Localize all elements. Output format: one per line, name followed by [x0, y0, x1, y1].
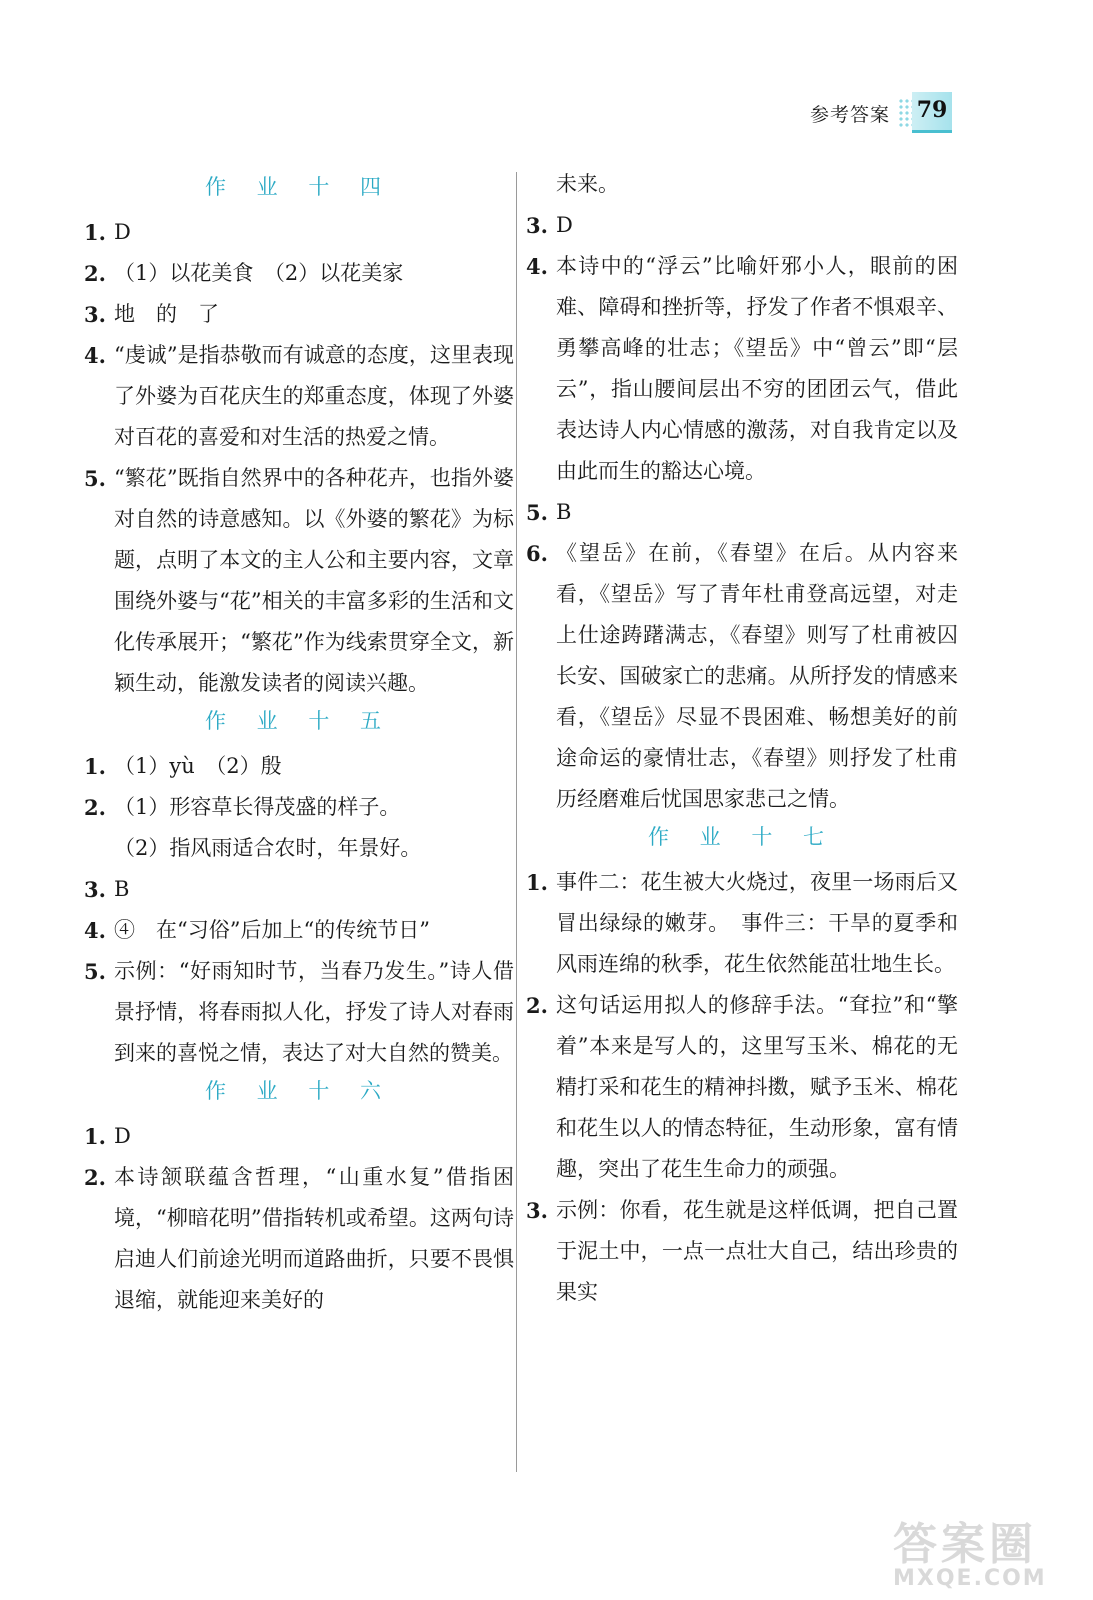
answer-item [526, 246, 958, 492]
item-text: （1）以花美食 （2）以花美家 [114, 261, 404, 285]
section-title-15: 作 业 十 五 [204, 709, 394, 733]
item-text: （1）yù （2）殷 [114, 754, 282, 778]
item-text: 《望岳》在前，《春望》在后。从内容来看，《望岳》写了青年杜甫登高远望，对走上仕途踌躇满志，《春望》则写了杜甫被囚长安、国破家亡的悲痛。从所抒发的情感来看，《望岳》尽显不畏困难、畅想美好的前途命运的豪情壮志，《春望》则抒发了杜甫历经磨难后忧国思家悲己之情。 [556, 541, 958, 811]
item-text: 示例：“好雨知时节，当春乃发生。”诗人借景抒情，将春雨拟人化，抒发了诗人对春雨到来的喜悦之情，表达了对大自然的赞美。 [114, 959, 514, 1065]
answer-item [526, 533, 958, 820]
answer-item [526, 862, 958, 985]
watermark [893, 1508, 1063, 1591]
item-number: 3. [84, 877, 106, 902]
item-text: 本诗颔联蕴含哲理，“山重水复”借指困境，“柳暗花明”借指转机或希望。这两句诗启迪人们前途光明而道路曲折，只要不畏惧退缩，就能迎来美好的 [114, 1165, 514, 1312]
continued-text: 未来。 [556, 172, 619, 196]
answer-item [84, 253, 514, 294]
item-number: 1. [84, 1124, 106, 1149]
item-number: 5. [84, 466, 106, 491]
watermark-url: MXQE.COM [893, 1566, 1047, 1591]
item-text: D [556, 213, 573, 237]
answer-item [84, 869, 514, 910]
item-number: 3. [526, 1198, 548, 1223]
item-number: 4. [84, 343, 106, 368]
page-number: 79 [916, 97, 948, 123]
answer-item [84, 746, 514, 787]
answer-item [526, 205, 958, 246]
item-number: 5. [84, 959, 106, 984]
answer-item [84, 212, 514, 253]
item-number: 2. [84, 795, 106, 820]
answer-item [84, 1157, 514, 1321]
item-text: B [556, 500, 572, 524]
answer-item [84, 1116, 514, 1157]
item-text-continued: （2）指风雨适合农时，年景好。 [114, 836, 422, 860]
right-column [526, 164, 958, 1313]
answer-item [84, 458, 514, 704]
item-text: 示例：你看，花生就是这样低调，把自己置于泥土中，一点一点壮大自己，结出珍贵的果实 [556, 1198, 958, 1304]
answer-item [84, 910, 514, 951]
item-number: 1. [84, 754, 106, 779]
item-number: 1. [526, 870, 548, 895]
item-text: D [114, 220, 131, 244]
answer-item [84, 294, 514, 335]
column-divider [516, 172, 517, 1472]
item-number: 4. [526, 254, 548, 279]
item-text: （1）形容草长得茂盛的样子。 [114, 795, 401, 819]
answer-item [526, 985, 958, 1190]
item-number: 3. [84, 302, 106, 327]
page-number-tab [912, 92, 952, 133]
answer-item [526, 1190, 958, 1313]
item-text: ④ 在“习俗”后加上“的传统节日” [114, 918, 430, 942]
item-number: 1. [84, 220, 106, 245]
answer-item [84, 787, 514, 828]
answer-item [84, 335, 514, 458]
section-title-14: 作 业 十 四 [204, 175, 394, 199]
answer-item [526, 492, 958, 533]
item-number: 6. [526, 541, 548, 566]
item-text: 事件二：花生被大火烧过，夜里一场雨后又冒出绿绿的嫩芽。 事件三：干旱的夏季和风雨连绵的秋季，花生依然能茁壮地生长。 [556, 870, 958, 976]
item-number: 2. [526, 993, 548, 1018]
item-number: 2. [84, 261, 106, 286]
item-text: “虔诚”是指恭敬而有诚意的态度，这里表现了外婆为百花庆生的郑重态度，体现了外婆对百花的喜爱和对生活的热爱之情。 [114, 343, 514, 449]
answer-item [84, 951, 514, 1074]
item-text: “繁花”既指自然界中的各种花卉，也指外婆对自然的诗意感知。以《外婆的繁花》为标题，点明了本文的主人公和主要内容，文章围绕外婆与“花”相关的丰富多彩的生活和文化传承展开；“繁花”作为线索贯穿全文，新颖生动，能激发读者的阅读兴趣。 [114, 466, 514, 695]
item-text: D [114, 1124, 131, 1148]
watermark-logo-text: 答案圈 [893, 1519, 1037, 1570]
item-number: 5. [526, 500, 548, 525]
item-text: 这句话运用拟人的修辞手法。“耷拉”和“擎着”本来是写人的，这里写玉米、棉花的无精打采和花生的精神抖擞，赋予玉米、棉花和花生以人的情态特征，生动形象，富有情趣，突出了花生生命力的顽强。 [556, 993, 958, 1181]
item-number: 3. [526, 213, 548, 238]
header-label: 参考答案 [810, 104, 891, 126]
page-header [810, 92, 955, 132]
item-number: 4. [84, 918, 106, 943]
item-text: B [114, 877, 130, 901]
section-title-17: 作 业 十 七 [647, 825, 837, 849]
item-number: 2. [84, 1165, 106, 1190]
left-column [84, 170, 514, 1321]
section-title-16: 作 业 十 六 [204, 1079, 394, 1103]
item-text: 本诗中的“浮云”比喻奸邪小人，眼前的困难、障碍和挫折等，抒发了作者不惧艰辛、勇攀高峰的壮志；《望岳》中“曾云”即“层云”，指山腰间层出不穷的团团云气，借此表达诗人内心情感的激荡，对自我肯定以及由此而生的豁达心境。 [556, 254, 958, 483]
decorative-dots [898, 98, 912, 128]
item-text: 地 的 了 [114, 302, 219, 326]
